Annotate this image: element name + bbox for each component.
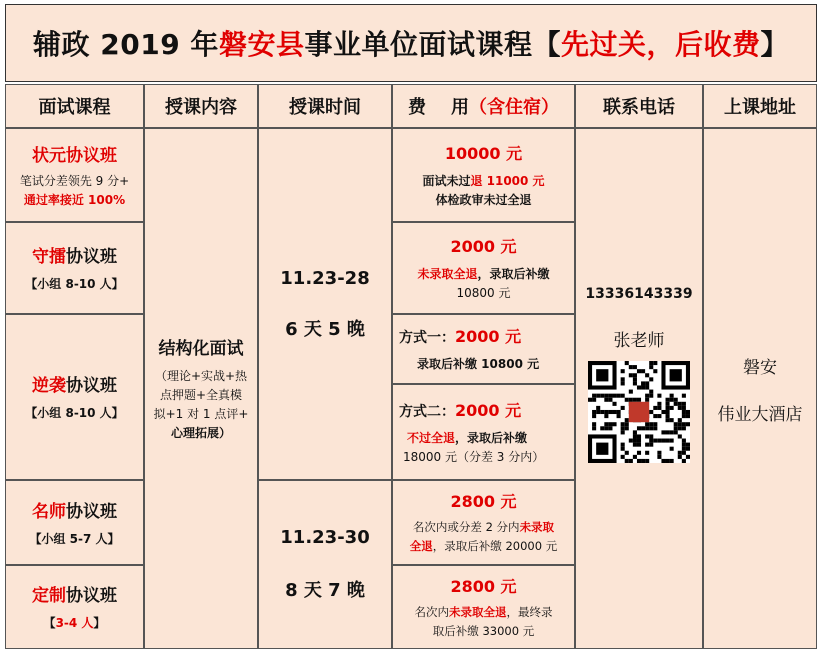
- fee-amount: 2800 元: [450, 576, 517, 596]
- course-name-black: 协议班: [66, 247, 117, 267]
- fee-detail: [417, 265, 549, 284]
- group-bracket-open: 【: [43, 616, 56, 630]
- header-content: 授课内容: [144, 84, 258, 128]
- title-suffix: 】: [760, 28, 789, 61]
- contact-cell: [575, 128, 703, 649]
- fee-detail: 体检政审未过全退: [435, 192, 532, 207]
- course-name: [32, 242, 117, 267]
- course-row-mingshi: [5, 480, 144, 565]
- fee-amount: 10000 元: [444, 143, 523, 163]
- fee-cell-1: [392, 128, 575, 222]
- fee-detail: 取后补缴 33000 元: [432, 623, 535, 638]
- fee-detail: [413, 518, 554, 537]
- time-days: 6 天 5 晚: [285, 318, 365, 340]
- fee-text: ，录取后补缴: [477, 266, 550, 281]
- fee-option-label: 方式二：: [399, 403, 455, 420]
- fee-detail: [422, 172, 544, 191]
- course-group: 【小组 8-10 人】: [25, 406, 124, 420]
- title-slogan: 先过关，后收费: [560, 28, 761, 61]
- fee-cell-4: [392, 384, 575, 480]
- course-name-red: 守擂: [32, 247, 66, 267]
- fee-amount: 2000 元: [450, 236, 517, 256]
- fee-text-red: 未录取: [519, 520, 555, 534]
- fee-detail: 10800 元: [456, 285, 511, 300]
- fee-text: ，录取后补缴 20000 元: [432, 539, 558, 553]
- header-fee: [392, 84, 575, 128]
- header-address: 上课地址: [703, 84, 817, 128]
- content-line: 拟+1 对 1 点评+: [153, 407, 249, 421]
- fee-amount: 2000 元: [455, 400, 522, 420]
- header-course: 面试课程: [5, 84, 144, 128]
- fee-detail: 18000 元（分差 3 分内）: [403, 449, 545, 464]
- fee-detail: [415, 603, 553, 622]
- qr-code-icon: [588, 361, 690, 463]
- course-name: 状元协议班: [32, 145, 117, 166]
- time-cell-1: [258, 128, 392, 480]
- content-line: （理论+实战+热: [154, 369, 248, 383]
- course-row-shoulei: [5, 222, 144, 314]
- course-group: [44, 614, 106, 633]
- fee-text-red: 未录取全退: [417, 266, 478, 281]
- header-time: 授课时间: [258, 84, 392, 128]
- fee-option-label: 方式一：: [399, 330, 455, 346]
- course-row-nixi: [5, 314, 144, 480]
- course-note-red: 通过率接近 100%: [23, 192, 126, 207]
- time-days: 8 天 7 晚: [285, 580, 365, 601]
- fee-text: 名次内或分差 2 分内: [412, 520, 520, 534]
- course-group: 【小组 5-7 人】: [29, 531, 120, 546]
- time-dates: 11.23-30: [280, 527, 370, 548]
- content-line: 心理拓展）: [170, 426, 231, 440]
- course-row-dingzhi: [5, 565, 144, 649]
- fee-text-red: 退 11000 元: [470, 173, 545, 188]
- content-line: 点押题+全真模: [159, 388, 243, 402]
- title-county: 磐安县: [218, 28, 305, 61]
- header-phone: 联系电话: [575, 84, 703, 128]
- address-line: 伟业大酒店: [717, 404, 803, 425]
- fee-amount: 2000 元: [455, 327, 522, 346]
- course-name-black: 协议班: [66, 376, 117, 396]
- fee-cell-6: [392, 565, 575, 649]
- title-prefix: 辅政 2019 年: [33, 28, 219, 61]
- fee-text-red: 未录取全退: [449, 604, 507, 619]
- fee-cell-5: [392, 480, 575, 565]
- group-size: 3-4 人: [55, 616, 94, 630]
- fee-text: 名次内: [414, 604, 449, 619]
- course-name: [32, 581, 117, 606]
- address-line: 磐安: [743, 357, 777, 378]
- fee-cell-2: [392, 222, 575, 314]
- fee-text-red: 全退: [409, 539, 433, 553]
- course-row-zhuangyuan: [5, 128, 144, 222]
- fee-option: [399, 398, 521, 421]
- fee-option: [399, 324, 521, 347]
- contact-phone: 13336143339: [585, 286, 693, 302]
- address-cell: [703, 128, 817, 649]
- fee-detail: [410, 537, 557, 556]
- fee-text: ，录取后补缴: [455, 430, 528, 445]
- content-cell: [144, 128, 258, 649]
- group-bracket-close: 】: [93, 616, 106, 630]
- course-name-red: 名师: [32, 501, 66, 522]
- course-name-black: 协议班: [66, 586, 117, 606]
- fee-text: 面试未过: [422, 173, 471, 188]
- header-fee-label: 费 用: [407, 97, 470, 118]
- course-name: [32, 497, 117, 522]
- time-dates: 11.23-28: [280, 267, 370, 289]
- fee-text: ，最终录: [506, 604, 553, 619]
- course-name-red: 定制: [32, 586, 66, 606]
- fee-amount: 2800 元: [450, 492, 517, 511]
- page-title: [5, 4, 817, 82]
- time-cell-2: [258, 480, 392, 649]
- course-group: 【小组 8-10 人】: [25, 277, 124, 291]
- fee-text-red: 不过全退: [407, 430, 456, 445]
- course-name-red: 逆袭: [32, 376, 66, 396]
- header-fee-note: （含住宿）: [469, 97, 560, 118]
- fee-detail: 录取后补缴 10800 元: [417, 357, 540, 371]
- contact-name: 张老师: [613, 331, 665, 351]
- fee-detail: [407, 429, 527, 448]
- content-title: 结构化面试: [158, 339, 244, 359]
- qr-logo-icon: [629, 402, 649, 422]
- course-name: [32, 371, 117, 396]
- course-name-black: 协议班: [66, 501, 117, 522]
- course-note: 笔试分差领先 9 分+: [19, 173, 130, 188]
- title-middle: 事业单位面试课程【: [304, 28, 561, 61]
- fee-cell-3: [392, 314, 575, 384]
